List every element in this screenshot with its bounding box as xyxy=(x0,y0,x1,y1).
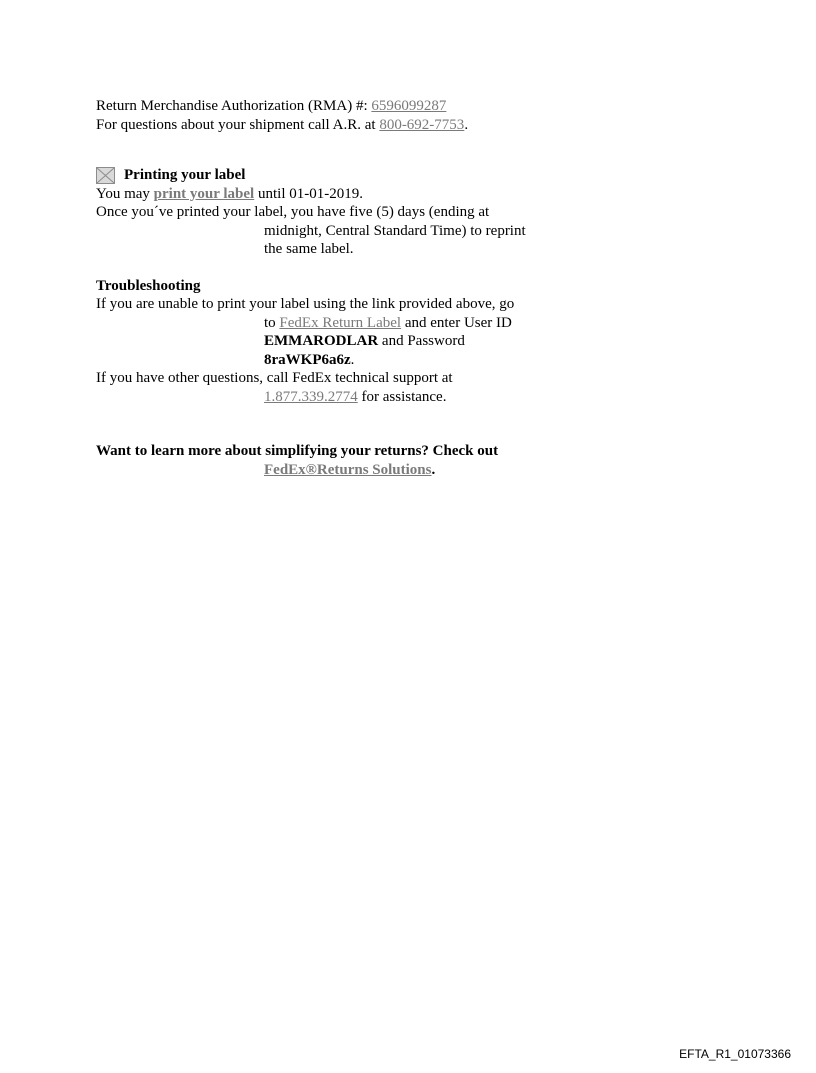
reprint-line-1: Once you´ve printed your label, you have five (5) days (ending at xyxy=(96,204,490,220)
print-label-link[interactable]: print your label xyxy=(153,185,255,202)
print-until-line: You may print your label until 01-01-2019. xyxy=(96,185,363,202)
reprint-line-3: the same label. xyxy=(264,241,354,257)
troubleshooting-line-4: 8raWKP6a6z. xyxy=(264,351,355,368)
broken-image-icon xyxy=(96,167,115,184)
phone-link[interactable]: 800-692-7753 xyxy=(379,116,465,133)
troubleshooting-line-3: EMMARODLAR and Password xyxy=(264,333,465,349)
email-body xyxy=(96,97,566,479)
fedex-return-label-link[interactable]: FedEx Return Label xyxy=(279,314,402,331)
user-id: EMMARODLAR xyxy=(264,333,379,349)
document-id: EFTA_R1_01073366 xyxy=(679,1046,791,1061)
support-line-2: 1.877.339.2774 for assistance. xyxy=(264,388,447,405)
rma-number-link[interactable]: 6596099287 xyxy=(371,98,447,114)
troubleshooting-heading: Troubleshooting xyxy=(96,277,201,294)
reprint-line-2: midnight, Central Standard Time) to reprint xyxy=(264,222,526,239)
printing-heading-text: Printing your label xyxy=(124,167,246,183)
learn-more-line: Want to learn more about simplifying your returns? Check out xyxy=(96,443,499,459)
returns-solutions-link[interactable]: FedEx®Returns Solutions xyxy=(264,461,432,478)
learn-more-link-line: FedEx®Returns Solutions. xyxy=(264,461,436,478)
rma-label: Return Merchandise Authorization (RMA) #: xyxy=(96,98,372,114)
printing-heading xyxy=(96,166,566,185)
troubleshooting-line-1: If you are unable to print your label using the link provided above, go xyxy=(96,296,515,312)
troubleshooting-line-2: to FedEx Return Label and enter User ID xyxy=(264,314,512,331)
questions-text: For questions about your shipment call A.R. at xyxy=(96,116,380,133)
support-line-1: If you have other questions, call FedEx technical support at xyxy=(96,370,453,386)
questions-line: For questions about your shipment call A.R. at 800-692-7753. xyxy=(96,116,469,133)
password: 8raWKP6a6z xyxy=(264,351,351,368)
support-phone-link[interactable]: 1.877.339.2774 xyxy=(264,388,358,405)
rma-line xyxy=(96,97,566,116)
